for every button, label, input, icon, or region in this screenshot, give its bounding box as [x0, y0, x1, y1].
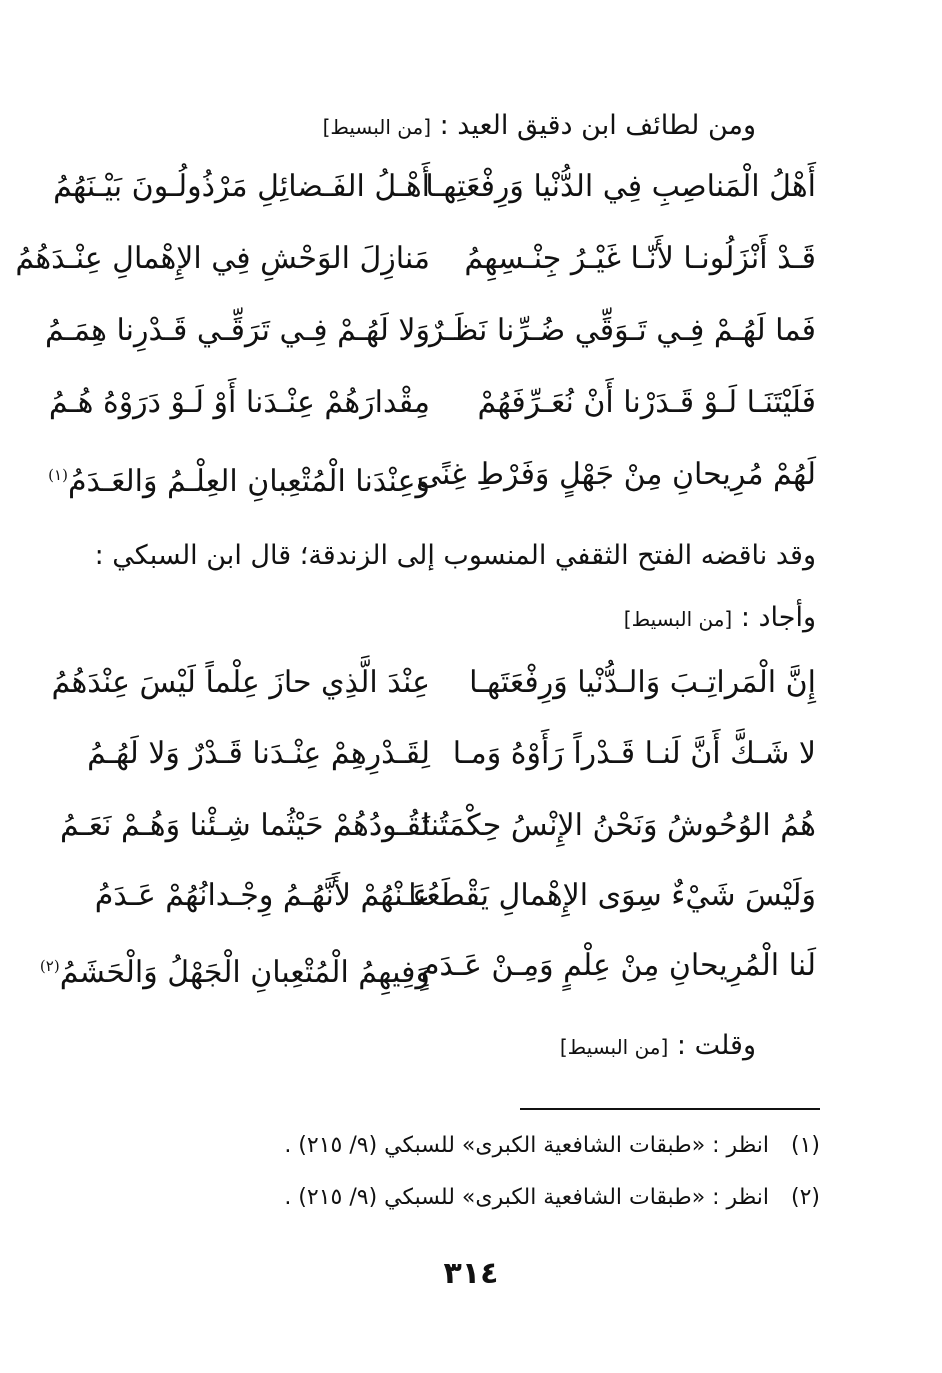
- footnote-1: [284, 1130, 820, 1162]
- footnote-marker-2: (٢): [39, 957, 60, 975]
- poem2-verse-3-first-hemistich: هُمُ الوُحُوشُ وَنَحْنُ الإِنْسُ حِكْمَتُنا: [421, 808, 816, 843]
- poem1-verse-2-first-hemistich: قَـدْ أَنْزَلُونـا لأَنّـا غَيْـرُ جِنْـسِهِمُ: [464, 241, 816, 276]
- closing-text: وقلت :: [676, 1030, 756, 1061]
- hemistich-text: لِقَـدْرِهِمْ عِنْـدَنا قَـدْرٌ وَلا لَهُـمُ: [87, 736, 430, 771]
- hemistich-text: وَفِيهِمُ الْمُتْعِبانِ الْجَهْلُ وَالْحَشَمُ: [59, 955, 430, 990]
- poem2-verse-3-second-hemistich: [59, 803, 430, 849]
- hemistich-text: أَهْـلُ الفَـضائِلِ مَرْذُولُـونَ بَيْـنَهُمُ: [53, 169, 430, 204]
- hemistich-text: مَنازِلَ الوَحْشِ فِي الإِهْمالِ عِنْـدَهُمُ: [15, 241, 430, 276]
- poem2-verse-1-second-hemistich: [51, 660, 430, 706]
- poem1-verse-3-first-hemistich: فَما لَهُـمْ فِـي تَـوَقِّي ضُـرِّنا نَظَـرٌ: [429, 313, 816, 348]
- poem1-verse-4-first-hemistich: فَلَيْتَنَـا لَـوْ قَـدَرْنا أَنْ نُعَـرِّفَهُمْ: [477, 385, 816, 420]
- footnote-divider: [520, 1108, 820, 1110]
- transition-line-2: [624, 598, 816, 639]
- poem1-verse-5-second-hemistich: [48, 452, 430, 505]
- hemistich-text: عِنْدَ الَّذِي حازَ عِلْماً لَيْسَ عِنْدَهُمُ: [51, 665, 430, 700]
- footnote-text: انظر : «طبقات الشافعية الكبرى» للسبكي (٩/ ٢١٥) .: [284, 1185, 769, 1210]
- intro-line: [323, 106, 756, 147]
- footnote-text: انظر : «طبقات الشافعية الكبرى» للسبكي (٩/ ٢١٥) .: [284, 1133, 769, 1158]
- footnote-number: (٢): [790, 1185, 820, 1210]
- poem1-verse-5-first-hemistich: لَهُمْ مُرِيحانِ مِنْ جَهْلٍ وَفَرْطِ غِنًى: [417, 457, 816, 492]
- hemistich-text: وَلا لَهُـمْ فِـي تَرَقِّـي قَـدْرِنا هِمَـمُ: [45, 313, 430, 348]
- poem1-verse-1-second-hemistich: [53, 164, 430, 210]
- poem2-verse-2-second-hemistich: [87, 731, 430, 777]
- transition-line-1: وقد ناقضه الفتح الثقفي المنسوب إلى الزندقة؛ قال ابن السبكي :: [94, 540, 816, 571]
- poem1-verse-1-first-hemistich: أَهْلُ الْمَناصِبِ فِي الدُّنْيا وَرِفْعَتِهـا: [425, 169, 816, 204]
- hemistich-text: مِقْدارَهُمْ عِنْـدَنا أَوْ لَـوْ دَرَوْهُ هُـمُ: [48, 385, 430, 420]
- poem2-verse-2-first-hemistich: لا شَـكَّ أَنَّ لَنـا قَـدْراً رَأَوْهُ وَمـا: [452, 736, 816, 771]
- page-number: ٣١٤: [443, 1256, 499, 1291]
- intro-meter: [من البسيط]: [322, 115, 432, 139]
- poem2-verse-5-second-hemistich: [39, 943, 430, 996]
- footnote-marker-1: (١): [48, 466, 68, 484]
- poem1-verse-3-second-hemistich: [45, 308, 430, 354]
- hemistich-text: عَـنْهُمْ لأَنَّهُـمُ وِجْـدانُهُمْ عَـدَمُ: [94, 878, 430, 913]
- transition-text: وأجاد :: [740, 602, 816, 633]
- closing-line: [560, 1026, 756, 1067]
- poem2-verse-4-second-hemistich: [94, 873, 430, 919]
- poem2-verse-5-first-hemistich: لَنا الْمُرِيحانِ مِنْ عِلْمٍ وَمِـنْ عَـدَمٍ: [420, 948, 816, 983]
- transition-meter: [من البسيط]: [623, 607, 733, 631]
- closing-meter: [من البسيط]: [559, 1035, 669, 1059]
- poem2-verse-1-first-hemistich: إِنَّ الْمَراتِـبَ وَالـدُّنْيا وَرِفْعَتَهـا: [469, 665, 816, 700]
- poem2-verse-4-first-hemistich: وَلَيْسَ شَيْءٌ سِوَى الإِهْمالِ يَقْطَعُنا: [408, 878, 816, 913]
- intro-text: ومن لطائف ابن دقيق العيد :: [439, 110, 756, 141]
- poem1-verse-4-second-hemistich: [48, 380, 430, 426]
- footnote-number: (١): [790, 1133, 820, 1158]
- poem1-verse-2-second-hemistich: [15, 236, 430, 282]
- hemistich-text: وَعِنْدَنا الْمُتْعِبانِ العِلْـمُ وَالعَـدَمُ: [67, 464, 430, 499]
- footnote-2: [284, 1182, 820, 1214]
- hemistich-text: تَقُـودُهُمْ حَيْثُما شِـئْنا وَهُـمْ نَعَـمُ: [59, 808, 430, 843]
